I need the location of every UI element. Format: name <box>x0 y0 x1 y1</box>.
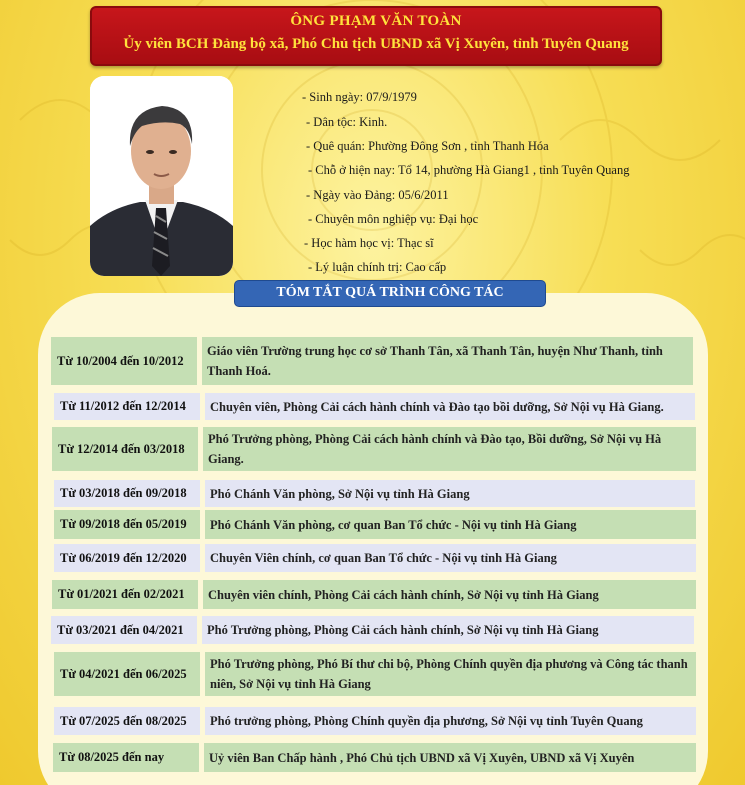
info-birthdate: - Sinh ngày: 07/9/1979 <box>302 90 417 104</box>
section-title: TÓM TẮT QUÁ TRÌNH CÔNG TÁC <box>234 280 546 307</box>
career-description: Phó Trưởng phòng, Phó Bí thư chi bộ, Phòng Chính quyền địa phương và Công tác thanh niên, Sở Nội vụ tỉnh Hà Giang <box>205 652 696 696</box>
career-description: Phó Trưởng phòng, Phòng Cải cách hành chính, Sở Nội vụ tỉnh Hà Giang <box>202 616 694 644</box>
career-period: Từ 04/2021 đến 06/2025 <box>54 652 200 696</box>
career-period: Từ 03/2021 đến 04/2021 <box>51 616 197 644</box>
career-period: Từ 03/2018 đến 09/2018 <box>54 480 200 507</box>
header-banner <box>90 6 662 66</box>
career-row <box>52 580 696 609</box>
career-row <box>54 393 695 420</box>
career-description: Phó trưởng phòng, Phòng Chính quyền địa phương, Sở Nội vụ tỉnh Tuyên Quang <box>205 707 696 735</box>
career-row <box>54 652 696 696</box>
career-row <box>51 616 694 644</box>
portrait-photo <box>90 76 233 276</box>
career-row <box>54 480 695 507</box>
career-description: Phó Chánh Văn phòng, cơ quan Ban Tổ chức - Nội vụ tỉnh Hà Giang <box>205 510 696 539</box>
info-residence: - Chỗ ở hiện nay: Tổ 14, phường Hà Giang1 , tỉnh Tuyên Quang <box>308 163 630 177</box>
career-period: Từ 12/2014 đến 03/2018 <box>52 427 198 471</box>
info-degree: - Học hàm học vị: Thạc sĩ <box>304 236 434 250</box>
career-description: Phó Trưởng phòng, Phòng Cải cách hành chính và Đào tạo, Bồi dưỡng, Sở Nội vụ Hà Giang. <box>203 427 696 471</box>
career-row <box>52 427 696 471</box>
info-party-date: - Ngày vào Đảng: 05/6/2011 <box>306 188 449 202</box>
career-period: Từ 01/2021 đến 02/2021 <box>52 580 198 609</box>
info-political-theory: - Lý luận chính trị: Cao cấp <box>308 260 447 274</box>
career-description: Chuyên viên chính, Phòng Cải cách hành chính, Sở Nội vụ tỉnh Hà Giang <box>203 580 696 609</box>
career-row <box>53 743 696 772</box>
career-description: Giáo viên Trường trung học cơ sở Thanh Tân, xã Thanh Tân, huyện Như Thanh, tỉnh Thanh Hoá. <box>202 337 693 385</box>
info-hometown: - Quê quán: Phường Đông Sơn , tỉnh Thanh Hóa <box>306 139 549 153</box>
career-description: Chuyên Viên chính, cơ quan Ban Tổ chức - Nội vụ tỉnh Hà Giang <box>205 544 696 572</box>
career-period: Từ 11/2012 đến 12/2014 <box>54 393 200 420</box>
info-profession: - Chuyên môn nghiệp vụ: Đại học <box>308 212 479 226</box>
portrait-illustration <box>90 76 233 276</box>
career-row <box>54 544 696 572</box>
career-row <box>54 510 696 539</box>
career-period: Từ 07/2025 đến 08/2025 <box>54 707 200 735</box>
career-description: Phó Chánh Văn phòng, Sở Nội vụ tỉnh Hà Giang <box>205 480 695 507</box>
career-period: Từ 10/2004 đến 10/2012 <box>51 337 197 385</box>
career-row <box>54 707 696 735</box>
career-description: Uỷ viên Ban Chấp hành , Phó Chủ tịch UBND xã Vị Xuyên, UBND xã Vị Xuyên <box>204 743 696 772</box>
career-period: Từ 06/2019 đến 12/2020 <box>54 544 200 572</box>
career-period: Từ 08/2025 đến nay <box>53 743 199 772</box>
career-description: Chuyên viên, Phòng Cải cách hành chính và Đào tạo bồi dưỡng, Sở Nội vụ Hà Giang. <box>205 393 695 420</box>
info-ethnicity: - Dân tộc: Kinh. <box>306 115 388 129</box>
person-position: Ủy viên BCH Đảng bộ xã, Phó Chủ tịch UBND xã Vị Xuyên, tỉnh Tuyên Quang <box>123 36 629 52</box>
career-row <box>51 337 693 385</box>
career-period: Từ 09/2018 đến 05/2019 <box>54 510 200 539</box>
person-name: ÔNG PHẠM VĂN TOÀN <box>290 13 462 29</box>
